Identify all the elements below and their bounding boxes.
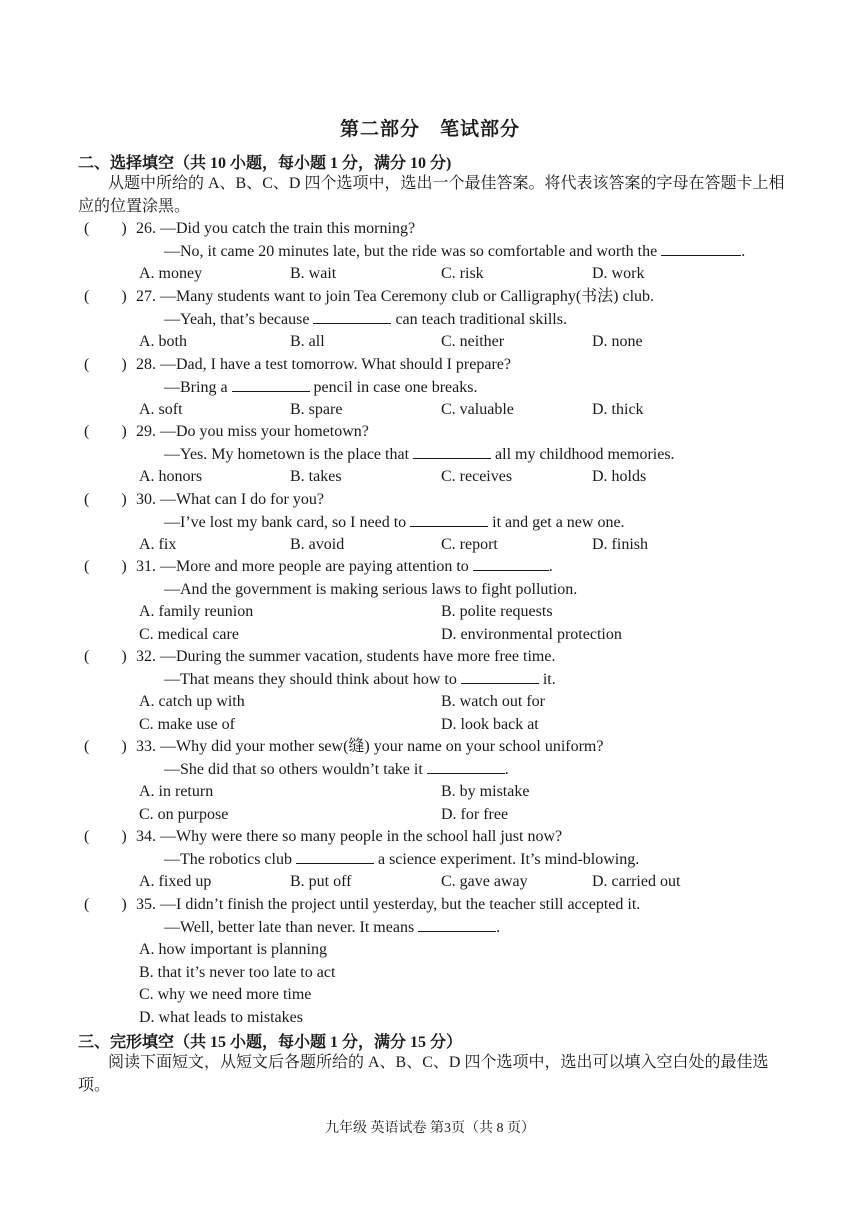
- option-b[interactable]: B. by mistake: [441, 783, 530, 801]
- option-a[interactable]: A. honors: [139, 468, 203, 486]
- option-c[interactable]: C. risk: [441, 265, 484, 283]
- question-29: ( ) 29. —Do you miss your hometown? —Yes. My hometown is the place that all my childhood memories. A. honors B. takes C. receives D. holds: [84, 421, 804, 489]
- question-26: ( ) 26. —Did you catch the train this morning? —No, it came 20 minutes late, but the ride was so comfortable and worth the . A. money B. wait C. risk D. work: [84, 218, 804, 286]
- question-35: ( ) 35. —I didn’t finish the project until yesterday, but the teacher still accepted it. —Well, better late than never. It means . A. how important is planning B. that it’s never too late to act C. why we need more time D. what leads to mistakes: [84, 894, 804, 1030]
- question-response: —She did that so others wouldn’t take it: [164, 760, 423, 778]
- question-response: —Well, better late than never. It means: [164, 918, 415, 936]
- answer-blank: [418, 917, 496, 932]
- question-response: —Yes. My hometown is the place that: [164, 445, 410, 463]
- option-c[interactable]: C. why we need more time: [139, 986, 312, 1004]
- option-a[interactable]: A. soft: [139, 401, 183, 419]
- option-a[interactable]: A. both: [139, 333, 187, 351]
- answer-blank: [461, 669, 539, 684]
- option-b[interactable]: B. spare: [290, 401, 343, 419]
- options: [84, 714, 804, 737]
- option-c[interactable]: C. gave away: [441, 873, 528, 891]
- answer-blank: [232, 377, 310, 392]
- option-d[interactable]: D. work: [592, 265, 645, 283]
- option-d[interactable]: D. for free: [441, 805, 509, 823]
- options: [84, 399, 804, 422]
- option-d[interactable]: D. thick: [592, 401, 644, 419]
- option-b[interactable]: B. polite requests: [441, 603, 553, 621]
- answer-paren[interactable]: ( ): [84, 558, 127, 575]
- option-c[interactable]: C. medical care: [139, 625, 239, 643]
- option-c[interactable]: C. valuable: [441, 401, 514, 419]
- answer-paren[interactable]: ( ): [84, 738, 127, 755]
- question-32: ( ) 32. —During the summer vacation, students have more free time. —That means they should think about how to it. A. catch up with B. watch out for C. make use of D. look back at: [84, 646, 804, 736]
- option-d[interactable]: D. look back at: [441, 715, 539, 733]
- option-d[interactable]: D. none: [592, 333, 643, 351]
- option-b[interactable]: B. put off: [290, 873, 352, 891]
- answer-paren[interactable]: ( ): [84, 896, 127, 913]
- option-c[interactable]: C. make use of: [139, 715, 235, 733]
- question-prompt: 33. —Why did your mother sew(缝) your name on your school uniform?: [136, 738, 604, 755]
- answer-blank: [313, 309, 391, 324]
- question-31: ( ) 31. —More and more people are paying attention to . —And the government is making serious laws to fight pollution. A. family reunion B. polite requests C. medical care D. environmental protection: [84, 556, 804, 646]
- section-3-heading: 三、完形填空（共 15 小题，每小题 1 分，满分 15 分）: [78, 1034, 463, 1051]
- answer-paren[interactable]: ( ): [84, 356, 127, 373]
- answer-blank: [296, 849, 374, 864]
- question-response: —The robotics club: [164, 850, 292, 868]
- option-a[interactable]: A. how important is planning: [139, 941, 327, 959]
- option-c[interactable]: C. receives: [441, 468, 513, 486]
- question-response: —Bring a: [164, 378, 228, 396]
- answer-blank: [661, 241, 741, 256]
- question-prompt: 35. —I didn’t finish the project until yesterday, but the teacher still accepted it.: [136, 896, 641, 913]
- question-27: ( ) 27. —Many students want to join Tea Ceremony club or Calligraphy(书法) club. —Yeah, that’s because can teach traditional skills. A. both B. all C. neither D. none: [84, 286, 804, 354]
- option-b[interactable]: B. that it’s never too late to act: [139, 963, 336, 981]
- option-b[interactable]: B. avoid: [290, 536, 345, 554]
- section-2-heading: 二、选择填空（共 10 小题，每小题 1 分，满分 10 分): [78, 155, 452, 172]
- options: [84, 691, 804, 714]
- answer-paren[interactable]: ( ): [84, 423, 127, 440]
- question-prompt: 27. —Many students want to join Tea Ceremony club or Calligraphy(书法) club.: [136, 288, 655, 305]
- options: [84, 263, 804, 286]
- answer-blank: [413, 444, 491, 459]
- option-d[interactable]: D. carried out: [592, 873, 681, 891]
- question-prompt: 29. —Do you miss your hometown?: [136, 423, 369, 440]
- option-b[interactable]: B. watch out for: [441, 693, 545, 711]
- section-2-instruction: 从题中所给的 A、B、C、D 四个选项中，选出一个最佳答案。将代表该答案的字母在答题卡上相应的位置涂黑。: [78, 175, 785, 215]
- answer-paren[interactable]: ( ): [84, 491, 127, 508]
- option-d[interactable]: D. environmental protection: [441, 625, 622, 643]
- option-b[interactable]: B. takes: [290, 468, 342, 486]
- options: [84, 466, 804, 489]
- option-b[interactable]: B. wait: [290, 265, 337, 283]
- option-c[interactable]: C. report: [441, 536, 498, 554]
- answer-paren[interactable]: ( ): [84, 288, 127, 305]
- section-3-instruction: 阅读下面短文，从短文后各题所给的 A、B、C、D 四个选项中，选出可以填入空白处的最佳选项。: [78, 1054, 769, 1094]
- option-a[interactable]: A. fixed up: [139, 873, 212, 891]
- question-prompt: 32. —During the summer vacation, students have more free time.: [136, 648, 556, 665]
- question-response: —I’ve lost my bank card, so I need to: [164, 513, 407, 531]
- answer-paren[interactable]: ( ): [84, 648, 127, 665]
- option-a[interactable]: A. catch up with: [139, 693, 245, 711]
- question-34: ( ) 34. —Why were there so many people in the school hall just now? —The robotics club a science experiment. It’s mind-blowing. A. fixed up B. put off C. gave away D. carried out: [84, 826, 804, 894]
- question-prompt: 31. —More and more people are paying attention to: [136, 558, 469, 575]
- question-prompt: 28. —Dad, I have a test tomorrow. What should I prepare?: [136, 356, 511, 373]
- options: [84, 624, 804, 647]
- question-28: ( ) 28. —Dad, I have a test tomorrow. What should I prepare? —Bring a pencil in case one breaks. A. soft B. spare C. valuable D. thick: [84, 354, 804, 422]
- question-response: —That means they should think about how to: [164, 670, 457, 688]
- answer-paren[interactable]: ( ): [84, 220, 127, 237]
- question-prompt: 34. —Why were there so many people in the school hall just now?: [136, 828, 563, 845]
- option-c[interactable]: C. on purpose: [139, 805, 229, 823]
- options: [84, 601, 804, 624]
- answer-blank: [427, 759, 505, 774]
- answer-paren[interactable]: ( ): [84, 828, 127, 845]
- page-footer: 九年级 英语试卷 第3页（共 8 页）: [325, 1121, 535, 1136]
- options: [84, 804, 804, 827]
- options: [84, 534, 804, 557]
- option-a[interactable]: A. money: [139, 265, 203, 283]
- option-d[interactable]: D. holds: [592, 468, 647, 486]
- question-30: ( ) 30. —What can I do for you? —I’ve lost my bank card, so I need to it and get a new one. A. fix B. avoid C. report D. finish: [84, 489, 804, 557]
- options: [84, 331, 804, 354]
- question-response: —Yeah, that’s because: [164, 310, 310, 328]
- option-d[interactable]: D. finish: [592, 536, 648, 554]
- part-title: 第二部分 笔试部分: [339, 119, 520, 140]
- answer-blank: [473, 556, 549, 571]
- question-prompt: 30. —What can I do for you?: [136, 491, 324, 508]
- option-a[interactable]: A. family reunion: [139, 603, 254, 621]
- option-d[interactable]: D. what leads to mistakes: [139, 1008, 303, 1026]
- question-response: —No, it came 20 minutes late, but the ride was so comfortable and worth the: [164, 242, 658, 260]
- answer-blank: [410, 512, 488, 527]
- options: [84, 781, 804, 804]
- option-a[interactable]: A. fix: [139, 536, 177, 554]
- option-b[interactable]: B. all: [290, 333, 325, 351]
- option-a[interactable]: A. in return: [139, 783, 214, 801]
- question-response: —And the government is making serious laws to fight pollution.: [164, 580, 578, 598]
- question-prompt: 26. —Did you catch the train this morning?: [136, 220, 416, 237]
- question-33: ( ) 33. —Why did your mother sew(缝) your name on your school uniform? —She did that so others wouldn’t take it . A. in return B. by mistake C. on purpose D. for free: [84, 736, 804, 826]
- options: [84, 871, 804, 894]
- option-c[interactable]: C. neither: [441, 333, 505, 351]
